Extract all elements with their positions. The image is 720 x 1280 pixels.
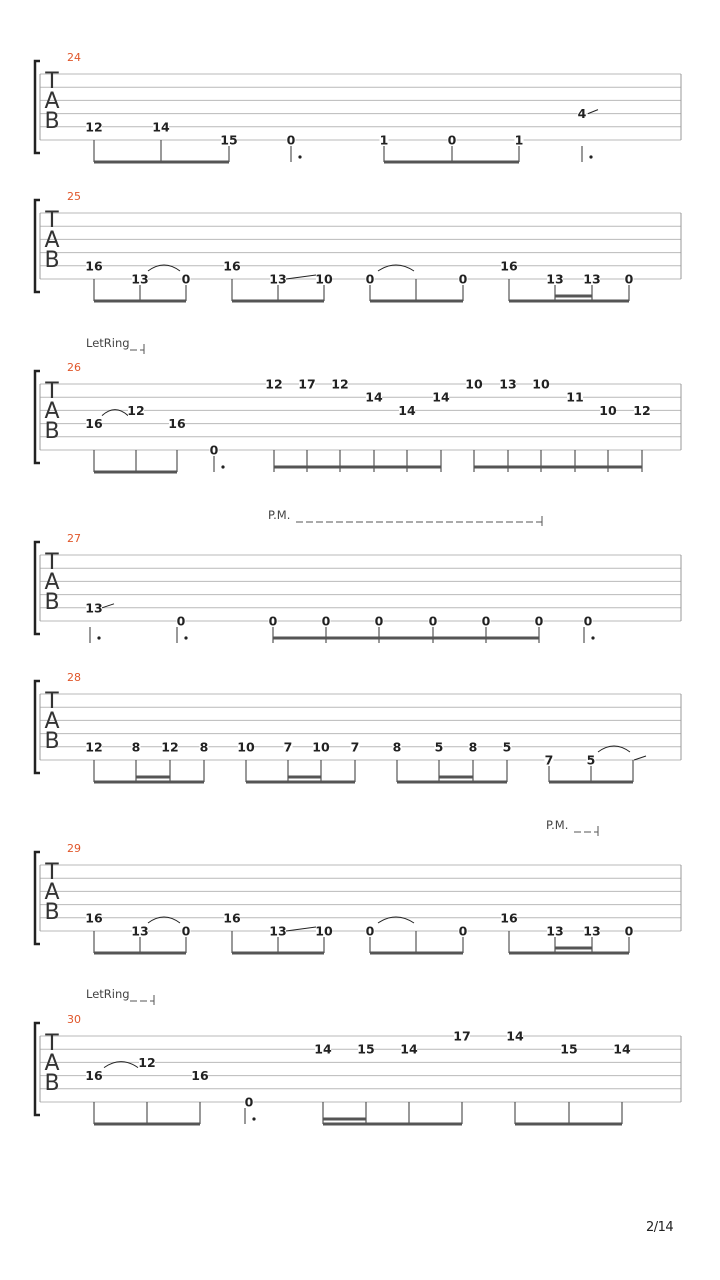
note-beam: [384, 161, 519, 164]
fret-number: 16: [500, 910, 518, 926]
measure-number: 27: [67, 532, 81, 545]
fret-number: 14: [432, 389, 450, 405]
note-beam: [94, 1123, 200, 1126]
fret-number: 10: [315, 923, 333, 939]
measure-number: 24: [67, 51, 81, 64]
note-beam: [136, 776, 170, 779]
fret-number: 0: [458, 923, 468, 939]
fret-number: 0: [176, 613, 186, 629]
fret-number: 8: [392, 739, 402, 755]
fret-number: 12: [331, 376, 349, 392]
fret-number: 1: [514, 132, 524, 148]
fret-number: 11: [566, 389, 584, 405]
system-bracket: [35, 852, 40, 944]
fret-number: 0: [624, 271, 634, 287]
fret-number: 7: [350, 739, 360, 755]
tab-clef-letter: A: [44, 399, 60, 424]
slide: [286, 927, 316, 931]
tab-clef-letter: B: [44, 729, 60, 754]
fret-number: 16: [191, 1068, 209, 1084]
fret-number: 10: [237, 739, 255, 755]
fret-number: 13: [583, 271, 601, 287]
note-beam: [370, 952, 463, 955]
tab-clef-letter: T: [45, 69, 59, 94]
slide: [286, 275, 316, 279]
fret-number: 0: [428, 613, 438, 629]
tab-clef-letter: T: [45, 379, 59, 404]
fret-number: 0: [181, 923, 191, 939]
dot: [221, 465, 224, 468]
note-beam: [555, 947, 592, 950]
note-beam: [274, 466, 441, 469]
dot: [298, 155, 301, 158]
note-beam: [439, 776, 473, 779]
system-bracket: [35, 371, 40, 463]
fret-number: 0: [365, 923, 375, 939]
fret-number: 13: [131, 923, 149, 939]
tab-clef-letter: B: [44, 109, 60, 134]
fret-number: 13: [269, 271, 287, 287]
tab-clef-letter: A: [44, 570, 60, 595]
fret-number: 14: [398, 402, 416, 418]
tab-clef-letter: T: [45, 689, 59, 714]
fret-number: 10: [465, 376, 483, 392]
fret-number: 0: [624, 923, 634, 939]
note-beam: [370, 300, 463, 303]
fret-number: 5: [434, 739, 444, 755]
note-beam: [94, 471, 177, 474]
fret-number: 16: [223, 910, 241, 926]
fret-number: 10: [312, 739, 330, 755]
measure-number: 30: [67, 1013, 81, 1026]
fret-number: 14: [400, 1041, 418, 1057]
system-bracket: [35, 200, 40, 292]
let-ring-label: LetRing: [86, 336, 130, 350]
dot: [184, 636, 187, 639]
tab-system: [35, 842, 681, 955]
tab-clef-letter: T: [45, 208, 59, 233]
note-beam: [94, 300, 186, 303]
fret-number: 13: [269, 923, 287, 939]
note-beam: [323, 1123, 462, 1126]
fret-number: 0: [365, 271, 375, 287]
note-beam: [94, 781, 204, 784]
fret-number: 14: [613, 1041, 631, 1057]
note-beam: [474, 466, 642, 469]
fret-number: 14: [506, 1028, 524, 1044]
fret-number: 12: [633, 402, 651, 418]
fret-number: 16: [85, 258, 103, 274]
dot: [97, 636, 100, 639]
fret-number: 16: [500, 258, 518, 274]
fret-number: 0: [534, 613, 544, 629]
fret-number: 10: [532, 376, 550, 392]
system-bracket: [35, 1023, 40, 1115]
note-beam: [509, 300, 629, 303]
tab-clef-letter: B: [44, 590, 60, 615]
measure-number: 25: [67, 190, 81, 203]
fret-number: 8: [199, 739, 209, 755]
note-beam: [273, 637, 539, 640]
tab-clef-letter: B: [44, 900, 60, 925]
fret-number: 7: [544, 752, 554, 768]
dot: [591, 636, 594, 639]
palm-mute-label: P.M.: [268, 508, 291, 522]
let-ring-label: LetRing: [86, 987, 130, 1001]
fret-number: 15: [560, 1041, 578, 1057]
fret-number: 0: [268, 613, 278, 629]
tab-system: [35, 1013, 681, 1126]
fret-number: 17: [298, 376, 316, 392]
note-beam: [94, 952, 186, 955]
fret-number: 13: [546, 923, 564, 939]
note-beam: [246, 781, 355, 784]
fret-number: 15: [220, 132, 238, 148]
tab-clef-letter: B: [44, 1071, 60, 1096]
fret-number: 4: [577, 106, 587, 122]
tab-system: [35, 532, 681, 643]
fret-number: 12: [265, 376, 283, 392]
fret-number: 10: [315, 271, 333, 287]
dot: [252, 1117, 255, 1120]
tab-clef-letter: B: [44, 248, 60, 273]
tab-clef-letter: A: [44, 880, 60, 905]
tab-clef-letter: T: [45, 550, 59, 575]
fret-number: 13: [85, 600, 103, 616]
note-beam: [515, 1123, 622, 1126]
tab-system: [35, 671, 681, 784]
page-number: 2/14: [646, 1220, 674, 1235]
fret-number: 16: [85, 416, 103, 432]
fret-number: 12: [85, 119, 103, 135]
fret-number: 14: [365, 389, 383, 405]
tab-clef-letter: A: [44, 89, 60, 114]
fret-number: 16: [223, 258, 241, 274]
fret-number: 7: [283, 739, 293, 755]
fret-number: 12: [85, 739, 103, 755]
tab-clef-letter: T: [45, 1031, 59, 1056]
dot: [589, 155, 592, 158]
note-beam: [232, 300, 324, 303]
fret-number: 0: [321, 613, 331, 629]
measure-number: 26: [67, 361, 81, 374]
slide: [102, 604, 114, 608]
fret-number: 13: [546, 271, 564, 287]
slide: [634, 756, 646, 760]
fret-number: 1: [379, 132, 389, 148]
fret-number: 14: [152, 119, 170, 135]
fret-number: 8: [131, 739, 141, 755]
fret-number: 0: [286, 132, 296, 148]
fret-number: 16: [168, 416, 186, 432]
tab-clef-letter: B: [44, 419, 60, 444]
fret-number: 12: [127, 402, 145, 418]
fret-number: 13: [583, 923, 601, 939]
fret-number: 5: [586, 752, 596, 768]
fret-number: 5: [502, 739, 512, 755]
fret-number: 12: [161, 739, 179, 755]
slide: [588, 110, 598, 114]
system-bracket: [35, 542, 40, 634]
system-bracket: [35, 681, 40, 773]
measure-number: 28: [67, 671, 81, 684]
note-beam: [288, 776, 321, 779]
fret-number: 16: [85, 910, 103, 926]
fret-number: 17: [453, 1028, 471, 1044]
fret-number: 13: [131, 271, 149, 287]
fret-number: 0: [374, 613, 384, 629]
tab-clef-letter: A: [44, 709, 60, 734]
fret-number: 0: [481, 613, 491, 629]
fret-number: 0: [447, 132, 457, 148]
system-bracket: [35, 61, 40, 153]
measure-number: 29: [67, 842, 81, 855]
note-beam: [232, 952, 324, 955]
fret-number: 0: [583, 613, 593, 629]
tab-clef-letter: A: [44, 1051, 60, 1076]
tab-clef-letter: T: [45, 860, 59, 885]
note-beam: [549, 781, 633, 784]
fret-number: 15: [357, 1041, 375, 1057]
fret-number: 8: [468, 739, 478, 755]
fret-number: 0: [181, 271, 191, 287]
fret-number: 0: [458, 271, 468, 287]
tab-system: [35, 361, 681, 474]
fret-number: 13: [499, 376, 517, 392]
fret-number: 0: [244, 1094, 254, 1110]
tab-system: [35, 51, 681, 164]
fret-number: 16: [85, 1068, 103, 1084]
palm-mute-label: P.M.: [546, 818, 569, 832]
note-beam: [323, 1118, 366, 1121]
note-beam: [509, 952, 629, 955]
fret-number: 0: [209, 442, 219, 458]
fret-number: 10: [599, 402, 617, 418]
tab-clef-letter: A: [44, 228, 60, 253]
fret-number: 14: [314, 1041, 332, 1057]
note-beam: [397, 781, 507, 784]
note-beam: [555, 295, 592, 298]
fret-number: 12: [138, 1054, 156, 1070]
tab-system: [35, 190, 681, 303]
note-beam: [94, 161, 229, 164]
